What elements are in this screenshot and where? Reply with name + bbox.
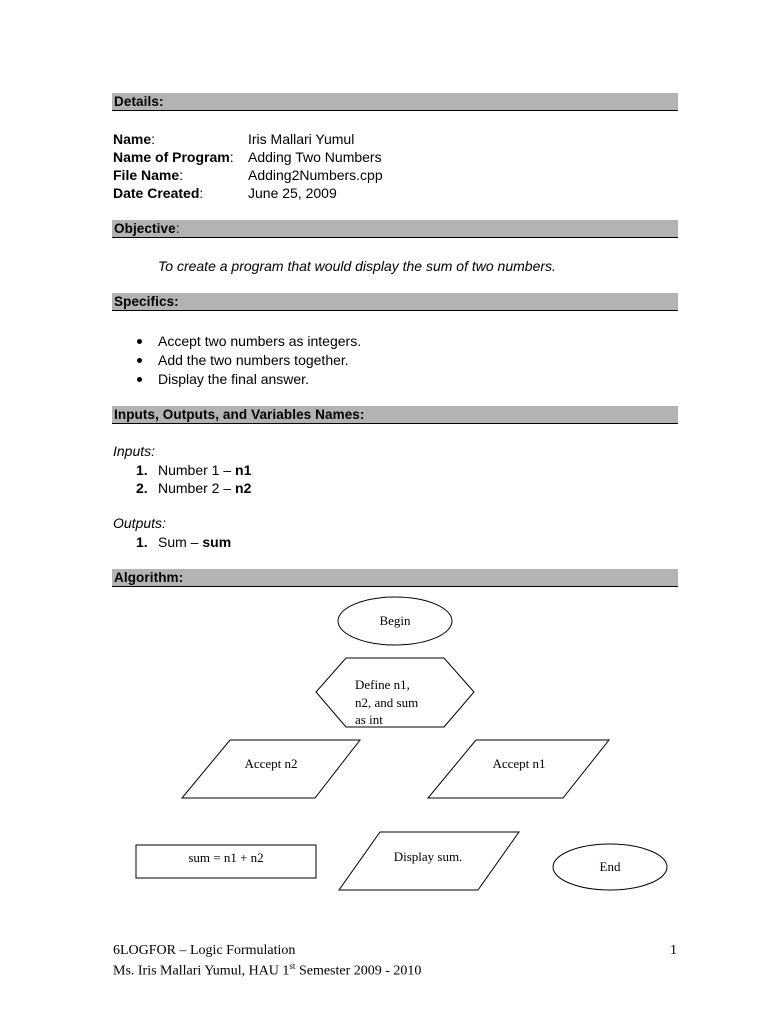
detail-value: Iris Mallari Yumul bbox=[248, 131, 355, 147]
list-item: Display the final answer. bbox=[134, 370, 361, 389]
input-item-n2: 2. Number 2 – n2 bbox=[136, 480, 252, 496]
page-number: 1 bbox=[670, 943, 677, 958]
outputs-heading: Outputs: bbox=[113, 515, 166, 531]
detail-label: Date Created bbox=[113, 185, 200, 201]
flow-begin-label: Begin bbox=[379, 613, 411, 628]
flow-accept-n2-label: Accept n2 bbox=[244, 756, 298, 771]
flow-define-line-1: Define n1, bbox=[355, 677, 410, 692]
footer-author: Ms. Iris Mallari Yumul, HAU 1st Semester 2009 - 2010 bbox=[113, 961, 422, 979]
footer-course: 6LOGFOR – Logic Formulation bbox=[113, 943, 296, 958]
detail-row-program: Name of Program: Adding Two Numbers bbox=[113, 149, 382, 165]
detail-row-name: Name: Iris Mallari Yumul bbox=[113, 131, 355, 147]
detail-label: Name of Program bbox=[113, 149, 230, 165]
section-specifics-header: Specifics: bbox=[112, 293, 678, 311]
flow-sum-label: sum = n1 + n2 bbox=[188, 850, 264, 865]
detail-row-filename: File Name: Adding2Numbers.cpp bbox=[113, 167, 383, 183]
detail-label: File Name bbox=[113, 167, 180, 183]
output-item-sum: 1. Sum – sum bbox=[136, 534, 232, 550]
list-item: Add the two numbers together. bbox=[134, 351, 361, 370]
section-algorithm-header: Algorithm: bbox=[112, 569, 678, 587]
flow-accept-n1-label: Accept n1 bbox=[492, 756, 546, 771]
detail-value: Adding Two Numbers bbox=[248, 149, 382, 165]
detail-row-date: Date Created: June 25, 2009 bbox=[113, 185, 337, 201]
list-item: Accept two numbers as integers. bbox=[134, 332, 361, 351]
flow-display-label: Display sum. bbox=[393, 849, 463, 864]
detail-label: Name bbox=[113, 131, 152, 147]
flow-end-label: End bbox=[599, 859, 621, 874]
detail-value: Adding2Numbers.cpp bbox=[248, 167, 383, 183]
input-item-n1: 1. Number 1 – n1 bbox=[136, 462, 252, 478]
flow-define-line-3: as int bbox=[355, 712, 383, 727]
flow-define-hexagon bbox=[316, 658, 474, 727]
inputs-heading: Inputs: bbox=[113, 443, 156, 459]
section-details-header: Details: bbox=[112, 93, 678, 111]
section-objective-header: Objective: bbox=[112, 220, 678, 238]
detail-value: June 25, 2009 bbox=[248, 185, 337, 201]
objective-text: To create a program that would display the sum of two numbers. bbox=[158, 258, 556, 274]
flow-define-line-2: n2, and sum bbox=[355, 695, 419, 710]
section-io-header: Inputs, Outputs, and Variables Names: bbox=[112, 406, 678, 424]
